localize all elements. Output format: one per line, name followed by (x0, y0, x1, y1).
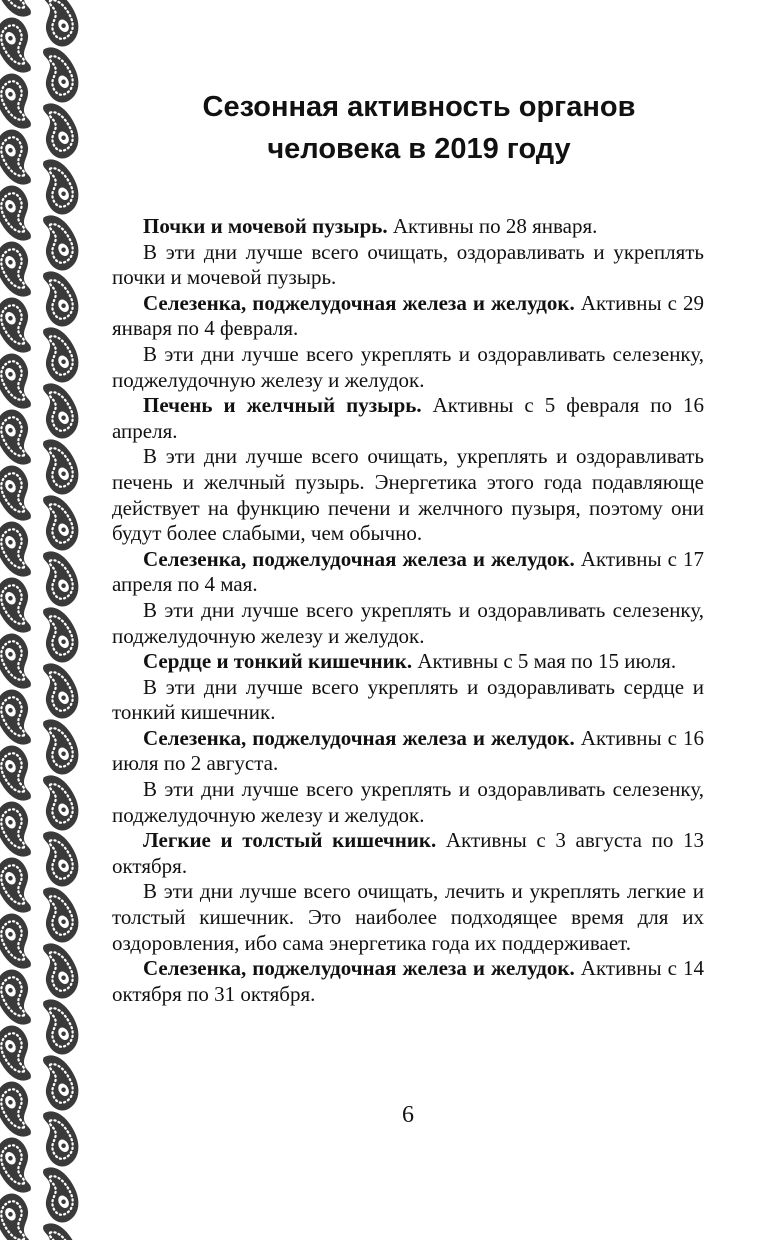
paisley-motif (0, 1133, 45, 1200)
paisley-motif (29, 265, 82, 332)
paisley-motif (0, 13, 45, 80)
paragraph-text: В эти дни лучше всего очищать, укреплять и оздоравливать печень и желчный пузырь. Энергетика этого года подавляюще действует на функцию печени и желчного пузыря, поэтому они будут более слабыми, чем обычно. (112, 444, 704, 546)
paragraph-text: Активны с 5 февраля по 16 апреля. (112, 393, 704, 443)
paragraph (112, 214, 704, 240)
paisley-motif (29, 545, 82, 612)
organ-heading: Печень и желчный пузырь. (143, 393, 422, 418)
paisley-motif (0, 909, 45, 976)
paragraph (112, 240, 704, 291)
paragraph (112, 393, 704, 444)
paisley-motif (29, 601, 82, 668)
paragraph-text: В эти дни лучше всего укреплять и оздоравливать селезенку, поджелудочную железу и желудок. (112, 777, 704, 827)
paragraph-text: В эти дни лучше всего укреплять и оздоравливать селезенку, поджелудочную железу и желудок. (112, 597, 704, 648)
paisley-motif (29, 153, 82, 220)
paragraph-text: Активны с 17 апреля по 4 мая. (112, 546, 704, 597)
paragraph (112, 444, 704, 546)
paisley-motif (29, 657, 82, 724)
paragraph (112, 649, 704, 675)
paragraph-text: Активны с 14 октября по 31 октября. (112, 956, 704, 1006)
paisley-motif (0, 741, 45, 808)
paragraph (112, 828, 704, 879)
paisley-motif (0, 1189, 45, 1240)
paragraph (112, 879, 704, 956)
paisley-motif (0, 237, 45, 304)
paisley-motif (29, 1161, 82, 1228)
paisley-motif (29, 769, 82, 836)
paragraph (112, 777, 704, 828)
paisley-motif (29, 0, 82, 51)
paisley-motif (29, 825, 82, 892)
page-number: 6 (402, 1102, 414, 1128)
paisley-motif (0, 461, 45, 528)
paisley-motif (29, 1105, 82, 1172)
page-title (110, 86, 728, 170)
paisley-motif (29, 41, 82, 108)
paragraph (112, 956, 704, 1007)
paisley-motif (0, 797, 45, 864)
organ-heading: Легкие и толстый кишечник. (143, 828, 437, 853)
organ-heading: Сердце и тонкий кишечник. (143, 649, 413, 674)
paragraph-text: В эти дни лучше всего очищать, оздоравливать и укреплять почки и мочевой пузырь. (112, 239, 704, 290)
paisley-motif (29, 433, 82, 500)
organ-heading: Селезенка, поджелудочная железа и желудок. (143, 546, 575, 571)
paragraph (112, 342, 704, 393)
paragraph (112, 547, 704, 598)
paisley-motif (0, 573, 45, 640)
organ-heading: Селезенка, поджелудочная железа и желудок. (143, 956, 575, 981)
paragraph-text: Активны с 29 января по 4 февраля. (112, 290, 704, 341)
organ-heading: Селезенка, поджелудочная железа и желудок. (143, 290, 575, 315)
paisley-motif (0, 685, 45, 752)
paisley-motif (0, 965, 45, 1032)
paragraph-text: В эти дни лучше всего очищать, лечить и укреплять легкие и толстый кишечник. Это наиболее подходящее время для их оздоровления, ибо сама энергетика года их поддерживает. (112, 879, 704, 955)
paisley-motif (0, 853, 45, 920)
paisley-motif (0, 517, 45, 584)
paisley-motif (29, 321, 82, 388)
paisley-motif (29, 1049, 82, 1116)
paragraph (112, 675, 704, 726)
paisley-motif (0, 1077, 45, 1144)
paragraph (112, 598, 704, 649)
paisley-motif (0, 1021, 45, 1088)
paisley-motif (29, 489, 82, 556)
paisley-motif (29, 377, 82, 444)
organ-heading: Почки и мочевой пузырь. (143, 214, 388, 238)
paisley-motif (0, 69, 45, 136)
paisley-border (0, 0, 82, 1240)
paisley-motif (29, 209, 82, 276)
title-line-2: человека в 2019 году (267, 133, 571, 165)
paragraph-text: Активны с 5 мая по 15 июля. (412, 649, 677, 674)
paragraph-text: Активны по 28 января. (387, 214, 598, 238)
paragraph (112, 291, 704, 342)
paisley-motif (0, 293, 45, 360)
paisley-motif (0, 349, 45, 416)
paisley-motif (29, 993, 82, 1060)
paisley-motif (29, 937, 82, 1004)
paragraph-text: Активны с 16 июля по 2 августа. (112, 725, 704, 776)
paisley-motif (0, 125, 45, 192)
paragraph (112, 726, 704, 777)
paisley-ornament-icon (0, 0, 82, 1240)
paisley-motif (0, 181, 45, 248)
paragraph-text: В эти дни лучше всего укреплять и оздоравливать селезенку, поджелудочную железу и желудок. (112, 341, 704, 392)
paragraph-text: Активны с 3 августа по 13 октября. (112, 828, 704, 878)
article-body (112, 214, 704, 1007)
paisley-motif (29, 713, 82, 780)
paisley-motif (0, 405, 45, 472)
organ-heading: Селезенка, поджелудочная железа и желудок. (143, 725, 575, 750)
paragraph-text: В эти дни лучше всего укреплять и оздоравливать сердце и тонкий кишечник. (112, 674, 704, 725)
paisley-motif (29, 97, 82, 164)
paisley-motif (0, 629, 45, 696)
paisley-motif (29, 881, 82, 948)
title-line-1: Сезонная активность органов (202, 91, 636, 123)
